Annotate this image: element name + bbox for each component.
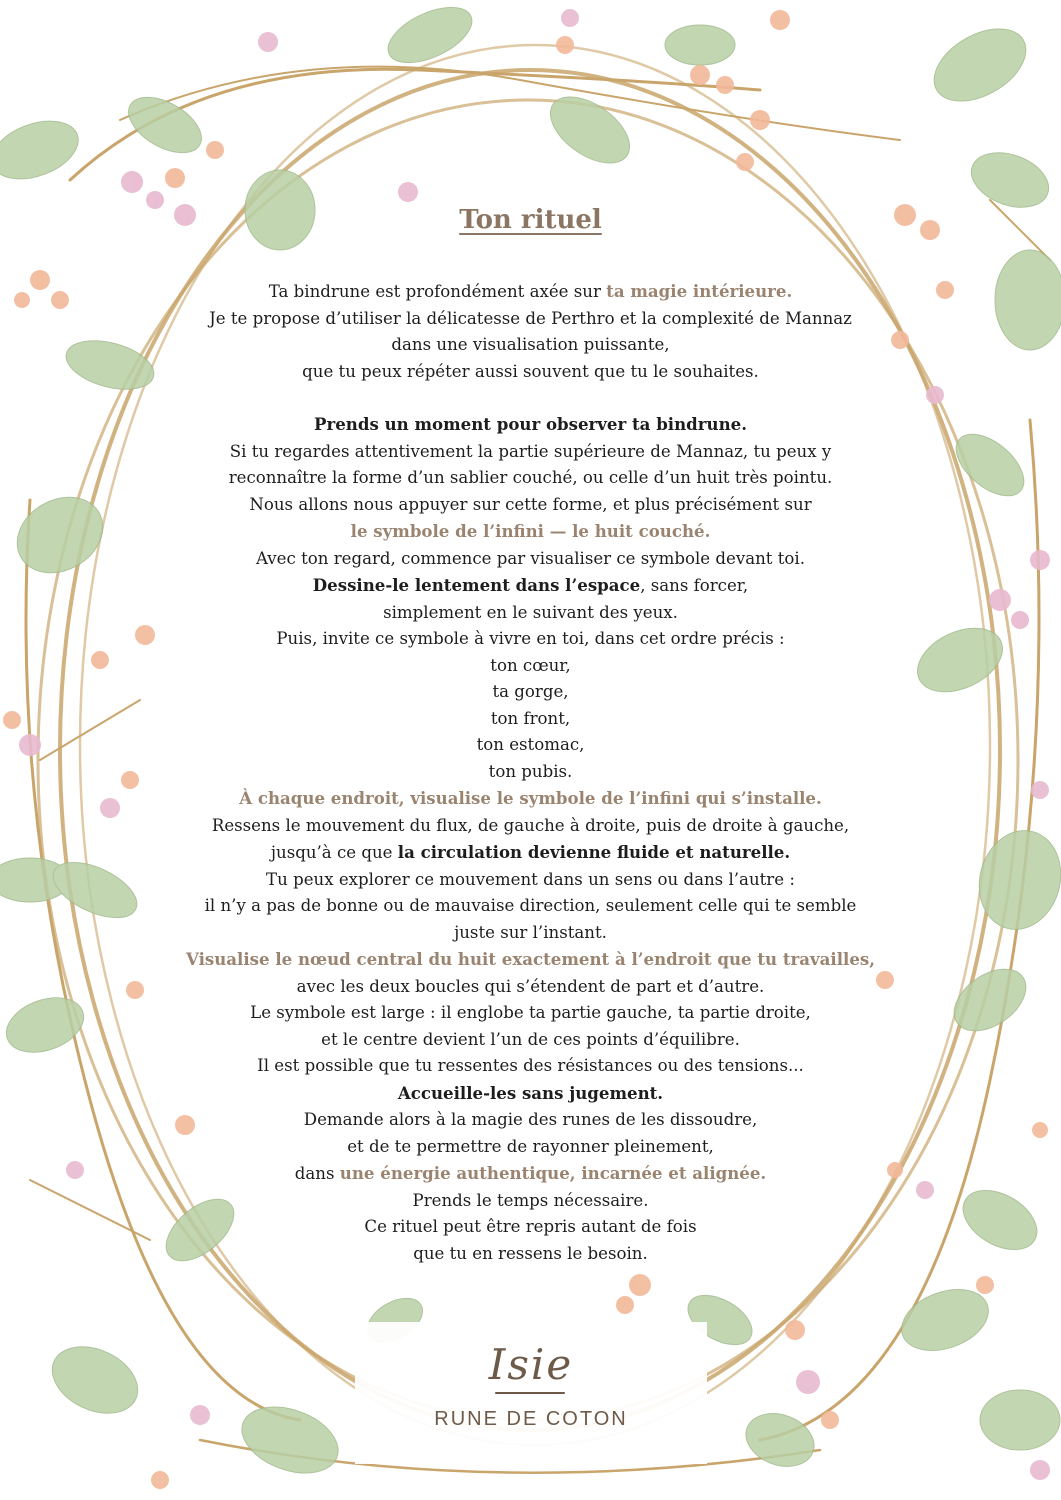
text-segment: il n’y a pas de bonne ou de mauvaise direction, seulement celle qui te semble [204,896,857,915]
text-segment: simplement en le suivant des yeux. [383,602,678,622]
highlight-text: À chaque endroit, visualise le symbole de l’infini qui s’installe. [239,788,822,808]
brand-logo [355,1322,707,1464]
text-line [170,1027,891,1054]
text-segment: ton pubis. [488,761,573,781]
text-line [170,546,891,573]
text-line [170,785,891,813]
text-segment: Le symbole est large : il englobe ta partie gauche, ta partie droite, [250,1003,811,1022]
text-line [170,600,891,627]
ritual-paragraphs [170,278,891,1267]
text-line [170,1107,891,1134]
text-segment: et de te permettre de rayonner pleinement, [347,1136,714,1156]
text-segment: reconnaître la forme d’un sablier couché, ou celle d’un huit très pointu. [228,468,833,487]
text-segment: ton cœur, [490,655,571,675]
text-segment: que tu peux répéter aussi souvent que tu le souhaites. [302,361,759,381]
text-segment: Tu peux explorer ce mouvement dans un sens ou dans l’autre : [266,869,795,889]
text-line [170,1000,891,1027]
text-line [170,1214,891,1241]
highlight-text: une énergie authentique, incarnée et alignée. [339,1163,767,1183]
text-segment: , sans forcer, [640,576,749,595]
text-line [170,1053,891,1080]
text-line [170,1080,891,1108]
text-line [170,278,891,306]
highlight-text: ta magie intérieure. [606,281,793,301]
text-line [170,306,891,333]
bold-text: Accueille-les sans jugement. [397,1082,664,1103]
text-segment: Si tu regardes attentivement la partie supérieure de Mannaz, tu peux y [229,441,832,461]
text-line [170,439,891,466]
page-title: Ton rituel [459,205,602,235]
bold-text: la circulation devienne fluide et naturelle. [397,842,791,862]
logo-underline [495,1392,565,1394]
text-line [170,946,891,974]
text-segment: Prends le temps nécessaire. [412,1190,649,1210]
text-line [170,679,891,706]
text-line [170,492,891,519]
logo-subtitle: RUNE DE COTON [434,1408,628,1430]
bold-text: Dessine-le lentement dans l’espace [312,575,641,595]
text-line [170,518,891,546]
text-line [170,867,891,894]
text-segment: Nous allons nous appuyer sur cette forme, et plus précisément sur [249,494,812,514]
text-segment: que tu en ressens le besoin. [413,1243,648,1263]
paragraph [170,278,891,385]
text-line [170,893,891,920]
text-segment: Puis, invite ce symbole à vivre en toi, dans cet ordre précis : [276,629,785,648]
bold-text: Prends un moment pour observer ta bindrune. [314,414,747,434]
text-segment: Demande alors à la magie des runes de les dissoudre, [303,1110,758,1129]
text-segment: dans [294,1164,340,1183]
ritual-text [170,200,891,1267]
text-segment: juste sur l’instant. [454,922,607,942]
text-segment: dans une visualisation puissante, [391,335,670,354]
text-line [170,465,891,492]
text-segment: et le centre devient l’un de ces points d’équilibre. [321,1029,740,1049]
text-segment: Ressens le mouvement du flux, de gauche à droite, puis de droite à gauche, [211,815,850,835]
text-segment: jusqu’à ce que [270,843,398,862]
text-line [170,759,891,786]
text-line [170,411,891,439]
text-line [170,1160,891,1188]
text-line [170,1188,891,1215]
text-line [170,1134,891,1161]
text-segment: avec les deux boucles qui s’étendent de part et d’autre. [296,976,765,996]
text-segment: Il est possible que tu ressentes des résistances ou des tensions... [257,1056,804,1075]
text-segment: Avec ton regard, commence par visualiser ce symbole devant toi. [256,548,805,568]
highlight-text: le symbole de l’infini — le huit couché. [350,521,711,541]
text-line [170,653,891,680]
text-line [170,572,891,600]
text-line [170,359,891,386]
text-line [170,839,891,867]
text-line [170,332,891,359]
text-segment: ton estomac, [476,735,585,754]
text-line [170,706,891,733]
text-line [170,974,891,1001]
logo-name: Isie [488,1340,574,1389]
text-line [170,1241,891,1268]
text-segment: Ta bindrune est profondément axée sur [268,282,607,301]
text-line [170,732,891,759]
text-segment: Ce rituel peut être repris autant de fois [364,1217,697,1236]
text-line [170,626,891,653]
text-line [170,813,891,840]
text-line [170,920,891,947]
highlight-text: Visualise le nœud central du huit exactement à l’endroit que tu travailles, [185,949,875,969]
text-segment: ta gorge, [492,682,569,701]
text-segment: Je te propose d’utiliser la délicatesse de Perthro et la complexité de Mannaz [209,308,852,328]
text-segment: ton front, [490,708,571,728]
paragraph [170,411,891,1267]
